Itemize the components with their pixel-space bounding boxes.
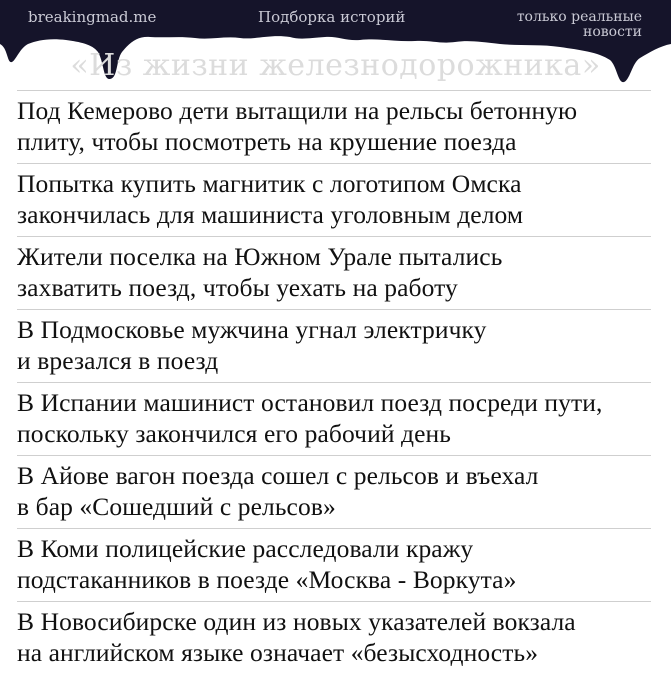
story-item-4[interactable]: В Подмосковье мужчина угнал электричку и врезался в поезд <box>17 309 651 382</box>
page-title: «Из жизни железнодорожника» <box>70 48 601 83</box>
site-name[interactable]: breakingmad.me <box>28 8 157 26</box>
story-item-2[interactable]: Попытка купить магнитик с логотипом Омска закончилась для машиниста уголовным делом <box>17 163 651 236</box>
story-item-7[interactable]: В Коми полицейские расследовали кражу подстаканников в поезде «Москва - Воркута» <box>17 528 651 601</box>
tagline-line-2: новости <box>583 24 642 40</box>
story-item-5[interactable]: В Испании машинист остановил поезд посреди пути, поскольку закончился его рабочий день <box>17 382 651 455</box>
story-item-3[interactable]: Жители поселка на Южном Урале пытались захватить поезд, чтобы уехать на работу <box>17 236 651 309</box>
section-label: Подборка историй <box>258 8 406 26</box>
story-item-6[interactable]: В Айове вагон поезда сошел с рельсов и въехал в бар «Сошедший с рельсов» <box>17 455 651 528</box>
story-list <box>17 90 651 681</box>
story-item-1[interactable]: Под Кемерово дети вытащили на рельсы бетонную плиту, чтобы посмотреть на крушение поезда <box>17 90 651 163</box>
story-item-8[interactable]: В Новосибирске один из новых указателей вокзала на английском языке означает «безысходность» <box>17 601 651 681</box>
tagline <box>470 10 642 40</box>
tagline-line-1: только реальные <box>516 9 642 25</box>
